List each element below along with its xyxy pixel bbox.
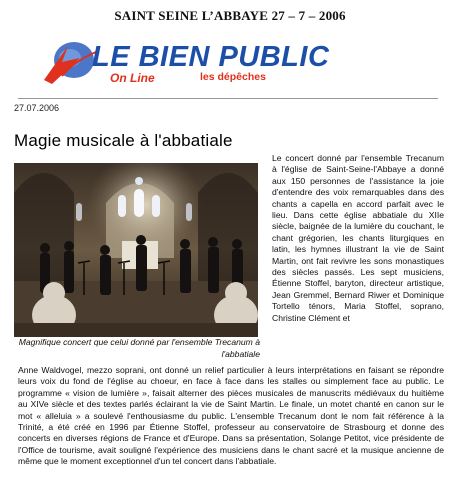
logo-name: LE BIEN PUBLIC <box>92 41 330 73</box>
newspaper-logo <box>40 38 440 88</box>
dateline-header: SAINT SEINE L’ABBAYE 27 – 7 – 2006 <box>114 8 346 23</box>
header-divider <box>18 98 438 99</box>
article-title: Magie musicale à l'abbatiale <box>14 131 233 150</box>
logo-online-text: On Line <box>110 71 155 85</box>
article-column-text: Le concert donné par l'ensemble Trecanum à l'église de Saint-Seine-l'Abbaye a donné aux 150 personnes de l'assistance la joie d'entendre des voix remarquables dans des chants a capella en accord parfait avec le lieu. Dans cette église abbatiale du XIIe siècle, baignée de la lumière du couchant, le chant grégorien, les chants liturgiques en latin, les hymnes illustrant la vie de Saint Martin, ont fait revivre les sons monastiques des siècles passés. Les sept musiciens, Étienne Stoffel, baryton, directeur artistique, Jean Gremmel, Bernard Riwer et Dominique Tortello ténors, Maria Stoffel, soprano, Christine Clément et <box>272 153 444 323</box>
logo-depeches-text: les dépêches <box>200 71 266 83</box>
concert-photo <box>14 163 258 337</box>
logo-mark-icon <box>40 38 100 88</box>
photo-caption: Magnifique concert que celui donné par l'ensemble Trecanum à l'abbatiale <box>18 337 260 359</box>
concert-photo-image <box>14 163 258 337</box>
article-date: 27.07.2006 <box>14 103 60 113</box>
article-body-text: Anne Waldvogel, mezzo soprani, ont donné un relief particulier à leurs interprétations en faisant se répondre leurs voix du fond de l'église au choeur, en face à face dans les stalles ou simplement face au public. Le programme « vision de lumière », faisait alterner des pièces musicales de manuscrits médiévaux du huitième au XIVe siècle et des textes parlés éclairant la vie de Saint Martin. Le finale, un motet chanté en canon sur le mot « alleluia » a soulevé l'enthousiasme du public. L'ensemble Trecanum dont le nom fait référence à la Trinité, a été créé en 1996 par Étienne Stoffel, professeur au conservatoire de Strasbourg et donne des concerts en diverses régions de France et d'Europe. Dans sa présentation, Solange Petitot, vice présidente de l'Office de tourisme, avait souligné l'expérience des musiciens dans le chant sacré et la musique ancienne de même que le moment exceptionnel d'un tel concert dans l'abbatiale. <box>18 365 444 467</box>
